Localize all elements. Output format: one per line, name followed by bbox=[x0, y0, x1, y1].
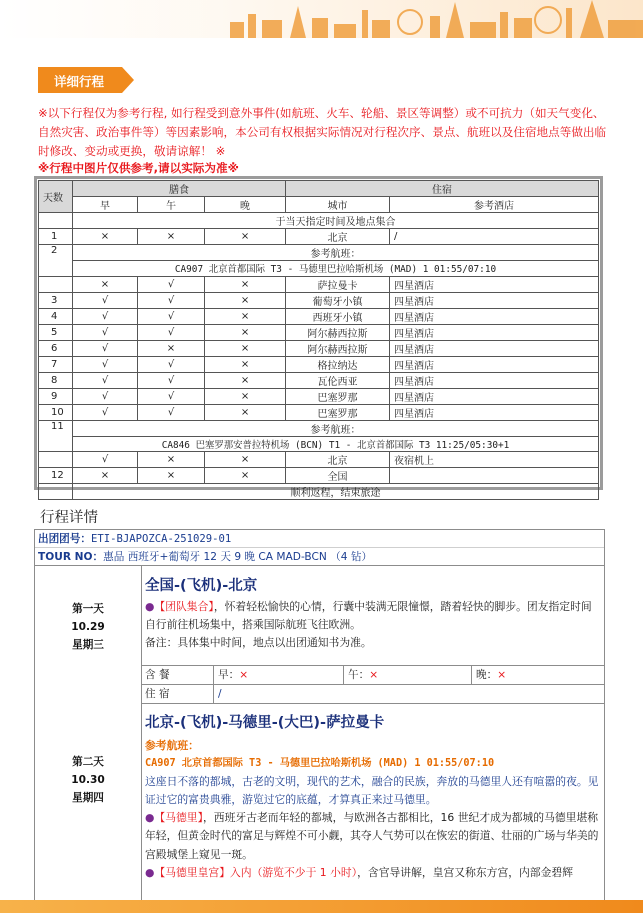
header-lunch: 午 bbox=[138, 197, 205, 213]
overview-table bbox=[38, 180, 599, 500]
table-row: 4 √ √ × 西班牙小镇 四星酒店 bbox=[39, 308, 599, 324]
day2-intro: 这座日不落的都城，古老的文明，现代的艺术，融合的民族，奔放的马德里人还有喧嚣的夜。见证过它的富贵典雅，游览过它的底蕴，才算真正来过马德里。 bbox=[145, 775, 599, 807]
flight-label: 参考航班： bbox=[73, 420, 599, 436]
table-row: 11 参考航班： bbox=[39, 420, 599, 436]
table-row: 1 × × × 北京 / bbox=[39, 229, 599, 245]
group-code-line: 出团团号：ETI-BJAPOZCA-251029-01 bbox=[35, 530, 604, 548]
header-skyline-banner bbox=[0, 0, 643, 38]
day1-label: 第一天 10.29 星期三 bbox=[71, 603, 105, 651]
table-row: 3 √ √ × 葡萄牙小镇 四星酒店 bbox=[39, 292, 599, 308]
gather-note: 于当天指定时间及地点集合 bbox=[73, 213, 599, 229]
disclaimer-notice: ※以下行程仅为参考行程, 如行程受到意外事件(如航班、火车、轮船、景区等调整）或不可抗力（如天气变化、自然灾害、政治事件等）等因素影响，本公司有权根据实际情况对行程次序、景点、航班以及住宿地点等做出临时修改、变动或更换，敬请谅解！ ※ bbox=[38, 106, 607, 158]
header-stay: 住宿 bbox=[286, 181, 599, 197]
flight-info: CA907 北京首都国际 T3 - 马德里巴拉哈斯机场 (MAD) 1 01:55/07:10 bbox=[73, 261, 599, 277]
table-row: √ × × 北京 夜宿机上 bbox=[39, 452, 599, 468]
group-code: ETI-BJAPOZCA-251029-01 bbox=[90, 533, 232, 545]
day1-title: 全国-(飞机)-北京 bbox=[145, 578, 258, 594]
table-row: 5 √ √ × 阿尔赫西拉斯 四星酒店 bbox=[39, 324, 599, 340]
footer-band bbox=[0, 900, 643, 913]
day1-remark: 备注：具体集中时间，地点以出团通知书为准。 bbox=[145, 636, 372, 649]
day1-meal-stay-grid: 含 餐 早：× 午：× 晚：× 住 宿 / bbox=[141, 665, 605, 703]
flight-info: CA846 巴塞罗那安普拉特机场 (BCN) T1 - 北京首都国际 T3 11:25/05:30+1 bbox=[73, 436, 599, 452]
column-divider bbox=[141, 566, 142, 913]
day2-madrid: ●【马德里】，西班牙古老而年轻的都城，与欧洲各古都相比，16 世纪才成为都城的马德里堪称年轻，但黄金时代的富足与辉煌不可小觑，其夺人气势可以在恢宏的街道、壮丽的广场与华美的宫殿城堡上窥见一斑。 bbox=[145, 811, 599, 861]
table-row: 10 √ √ × 巴塞罗那 四星酒店 bbox=[39, 404, 599, 420]
table-row: 2 参考航班： bbox=[39, 245, 599, 261]
details-title: 行程详情 bbox=[40, 510, 98, 526]
header-city: 城市 bbox=[286, 197, 390, 213]
day1-paragraph: ●【团队集合】，怀着轻松愉快的心情，行囊中装满无限憧憬，踏着轻快的脚步。团友指定时间自行前往机场集中，搭乘国际航班飞往欧洲。 bbox=[145, 600, 592, 632]
itinerary-overview-table bbox=[34, 176, 603, 499]
table-row: 12 × × × 全国 bbox=[39, 468, 599, 484]
table-row: 6 √ × × 阿尔赫西拉斯 四星酒店 bbox=[39, 340, 599, 356]
flight-label: 参考航班： bbox=[73, 245, 599, 261]
day2-label: 第二天 10.30 星期四 bbox=[71, 756, 105, 804]
day-separator bbox=[141, 703, 605, 704]
table-row: 7 √ √ × 格拉纳达 四星酒店 bbox=[39, 356, 599, 372]
day2-palace: ●【马德里皇宫】入内（游览不少于 1 小时），含官导讲解，皇宫又称东方宫，内部金碧辉 bbox=[145, 866, 574, 879]
image-disclaimer: ※行程中图片仅供参考,请以实际为准※ bbox=[38, 161, 239, 175]
day2-flight: CA907 北京首都国际 T3 - 马德里巴拉哈斯机场 (MAD) 1 01:55/07:10 bbox=[145, 758, 495, 769]
header-day: 天数 bbox=[39, 181, 73, 213]
header-hotel: 参考酒店 bbox=[390, 197, 599, 213]
table-row: 9 √ √ × 巴塞罗那 四星酒店 bbox=[39, 388, 599, 404]
header-dinner: 晚 bbox=[205, 197, 286, 213]
section-tag-label: 详细行程 bbox=[54, 74, 105, 89]
table-row: 8 √ √ × 瓦伦西亚 四星酒店 bbox=[39, 372, 599, 388]
finish-note: 顺利返程，结束旅途 bbox=[73, 484, 599, 500]
header-meals: 膳食 bbox=[73, 181, 286, 197]
tour-number-line: TOUR NO：惠品 西班牙+葡萄牙 12 天 9 晚 CA MAD-BCN （4 钻） bbox=[35, 548, 604, 566]
table-row: × √ × 萨拉曼卡 四星酒店 bbox=[39, 276, 599, 292]
tour-name: 惠品 西班牙+葡萄牙 12 天 9 晚 CA MAD-BCN （4 钻） bbox=[103, 551, 373, 563]
header-breakfast: 早 bbox=[73, 197, 138, 213]
itinerary-detail-box bbox=[34, 529, 605, 913]
day2-flight-label: 参考航班： bbox=[145, 739, 199, 752]
day2-title: 北京-(飞机)-马德里-(大巴)-萨拉曼卡 bbox=[145, 715, 385, 731]
